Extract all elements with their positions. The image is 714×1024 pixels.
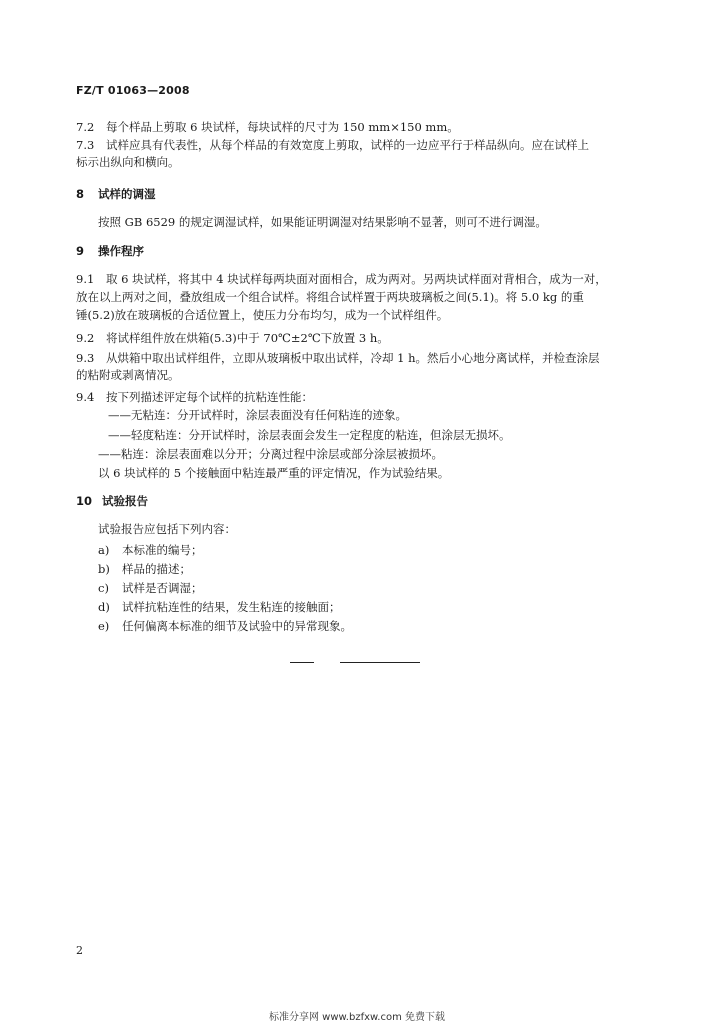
clause-7-3	[76, 138, 589, 152]
clause-number: 9.2	[76, 331, 95, 345]
clause-text: 将试样组件放在烘箱(5.3)中于 70℃±2℃下放置 3 h。	[106, 331, 389, 345]
section-number: 9	[76, 244, 85, 258]
clause-9-4	[76, 390, 313, 404]
footer-watermark: 标准分享网 www.bzfxw.com 免费下载	[269, 1012, 445, 1023]
section-number: 10	[76, 494, 93, 508]
list-item-text: 试样是否调湿；	[122, 581, 203, 595]
clause-number: 7.2	[76, 120, 95, 134]
list-item-label: d)	[98, 600, 110, 614]
list-item: ——轻度粘连：分开试样时，涂层表面会发生一定程度的粘连，但涂层无损坏。	[108, 428, 511, 442]
end-rule-segment	[290, 662, 314, 663]
section-8-heading	[76, 187, 156, 201]
clause-9-1	[76, 272, 607, 286]
list-item-label: b)	[98, 562, 110, 576]
clause-9-3-line-2: 的粘附或剥离情况。	[76, 368, 180, 382]
clause-text: 每个样品上剪取 6 块试样，每块试样的尺寸为 150 mm×150 mm。	[106, 120, 459, 134]
closing-statement: 以 6 块试样的 5 个接触面中粘连最严重的评定情况，作为试验结果。	[98, 466, 450, 480]
clause-number: 9.1	[76, 272, 95, 286]
clause-9-1-line-2: 放在以上两对之间，叠放组成一个组合试样。将组合试样置于两块玻璃板之间(5.1)。将 5.0 kg 的重	[76, 290, 584, 304]
clause-7-3-continuation: 标示出纵向和横向。	[76, 155, 180, 169]
list-item: ——无粘连：分开试样时，涂层表面没有任何粘连的迹象。	[108, 408, 407, 422]
clause-number: 9.3	[76, 351, 95, 365]
clause-9-2	[76, 331, 389, 345]
list-item-text: 试样抗粘连性的结果，发生粘连的接触面；	[122, 600, 341, 614]
list-item-label: c)	[98, 581, 109, 595]
section-8-paragraph: 按照 GB 6529 的规定调湿试样，如果能证明调湿对结果影响不显著，则可不进行调湿。	[98, 215, 547, 229]
end-rule-segment	[340, 662, 420, 663]
section-9-heading	[76, 244, 144, 258]
clause-number: 7.3	[76, 138, 95, 152]
list-item-label: a)	[98, 543, 110, 557]
list-item-label: e)	[98, 619, 110, 633]
section-10-heading	[76, 494, 148, 508]
standard-header: FZ/T 01063—2008	[76, 84, 190, 97]
list-item-text: 本标准的编号；	[122, 543, 203, 557]
list-item-text: 样品的描述；	[122, 562, 191, 576]
clause-7-2	[76, 120, 459, 134]
list-item: ——粘连：涂层表面难以分开；分离过程中涂层或部分涂层被损坏。	[98, 447, 443, 461]
clause-9-3	[76, 351, 600, 365]
clause-number: 9.4	[76, 390, 95, 404]
list-item	[98, 581, 203, 595]
clause-text: 取 6 块试样，将其中 4 块试样每两块面对面相合，成为两对。另两块试样面对背相合，成为一对，	[106, 272, 607, 286]
list-item	[98, 600, 341, 614]
clause-text: 从烘箱中取出试样组件，立即从玻璃板中取出试样，冷却 1 h。然后小心地分离试样，并检查涂层	[106, 351, 600, 365]
section-title: 试样的调湿	[98, 187, 156, 201]
section-title: 操作程序	[98, 244, 144, 258]
clause-text: 按下列描述评定每个试样的抗粘连性能：	[106, 390, 313, 404]
list-item	[98, 562, 191, 576]
list-item	[98, 543, 203, 557]
list-item-text: 任何偏离本标准的细节及试验中的异常现象。	[122, 619, 352, 633]
section-title: 试验报告	[102, 494, 148, 508]
clause-text: 试样应具有代表性，从每个样品的有效宽度上剪取，试样的一边应平行于样品纵向。应在试样上	[106, 138, 589, 152]
list-item	[98, 619, 352, 633]
clause-9-1-line-3: 锤(5.2)放在玻璃板的合适位置上，使压力分布均匀，成为一个试样组件。	[76, 308, 449, 322]
report-intro: 试验报告应包括下列内容：	[98, 522, 236, 536]
section-number: 8	[76, 187, 85, 201]
page-number: 2	[76, 944, 83, 957]
